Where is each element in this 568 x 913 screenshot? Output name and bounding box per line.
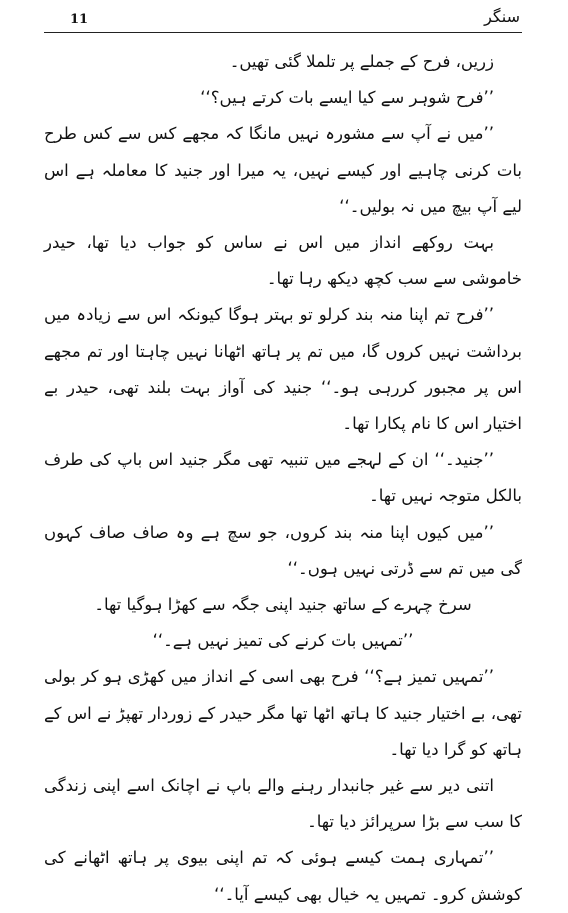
- page-body: [44, 44, 522, 913]
- paragraph-6: ’’جنید۔‘‘ ان کے لہجے میں تنبیہ تھی مگر جنید اس باپ کی طرف بالکل متوجہ نہیں تھا۔: [44, 450, 522, 506]
- paragraph-5: ’’فرح تم اپنا منہ بند کرلو تو بہتر ہوگا کیونکہ اس سے زیادہ میں برداشت نہیں کروں گا، میں تم پر ہاتھ اٹھانا نہیں چاہتا اور تم مجھے اس پر مجبور کررہی ہو۔‘‘ جنید کی آواز بہت بلند تھی، حیدر بے اختیار اس کا نام پکارا تھا۔: [44, 305, 522, 434]
- paragraph-11: اتنی دیر سے غیر جانبدار رہنے والے باپ نے اچانک اسے اپنی زندگی کا سب سے بڑا سرپرائز دیا تھا۔: [44, 776, 522, 832]
- paragraph-9: ’’تمہیں بات کرنے کی تمیز نہیں ہے۔‘‘: [152, 631, 414, 651]
- paragraph-7: ’’میں کیوں اپنا منہ بند کروں، جو سچ ہے وہ صاف صاف کہوں گی میں تم سے ڈرتی نہیں ہوں۔‘‘: [44, 522, 522, 578]
- paragraph-4: بہت روکھے انداز میں اس نے ساس کو جواب دیا تھا، حیدر خاموشی سے سب کچھ دیکھ رہا تھا۔: [44, 233, 522, 289]
- page-number: 11: [70, 12, 89, 27]
- paragraph-1: زریں، فرح کے جملے پر تلملا گئی تھیں۔: [229, 52, 494, 71]
- paragraph-2: ’’فرح شوہر سے کیا ایسے بات کرتے ہیں؟‘‘: [200, 88, 494, 108]
- paragraph-8: سرخ چہرے کے ساتھ جنید اپنی جگہ سے کھڑا ہوگیا تھا۔: [94, 595, 472, 615]
- running-title: سنگر: [484, 7, 520, 26]
- paragraph-12: ’’تمہاری ہمت کیسے ہوئی کہ تم اپنی بیوی پر ہاتھ اٹھانے کی کوشش کرو۔ تمہیں یہ خیال بھی کیسے آیا۔‘‘: [44, 848, 522, 904]
- paragraph-10: ’’تمہیں تمیز ہے؟‘‘ فرح بھی اسی کے انداز میں کھڑی ہو کر بولی تھی، بے اختیار جنید کا ہاتھ اٹھا تھا مگر حیدر کے زوردار تھپڑ نے اس کے ہاتھ کو گرا دیا تھا۔: [44, 667, 522, 759]
- paragraph-3: ’’میں نے آپ سے مشورہ نہیں مانگا کہ مجھے کس سے کس طرح بات کرنی چاہیے اور کیسے نہیں، یہ میرا اور جنید کا معاملہ ہے اس لیے آپ بیچ میں نہ بولیں۔‘‘: [44, 124, 522, 216]
- page-header: [44, 6, 522, 33]
